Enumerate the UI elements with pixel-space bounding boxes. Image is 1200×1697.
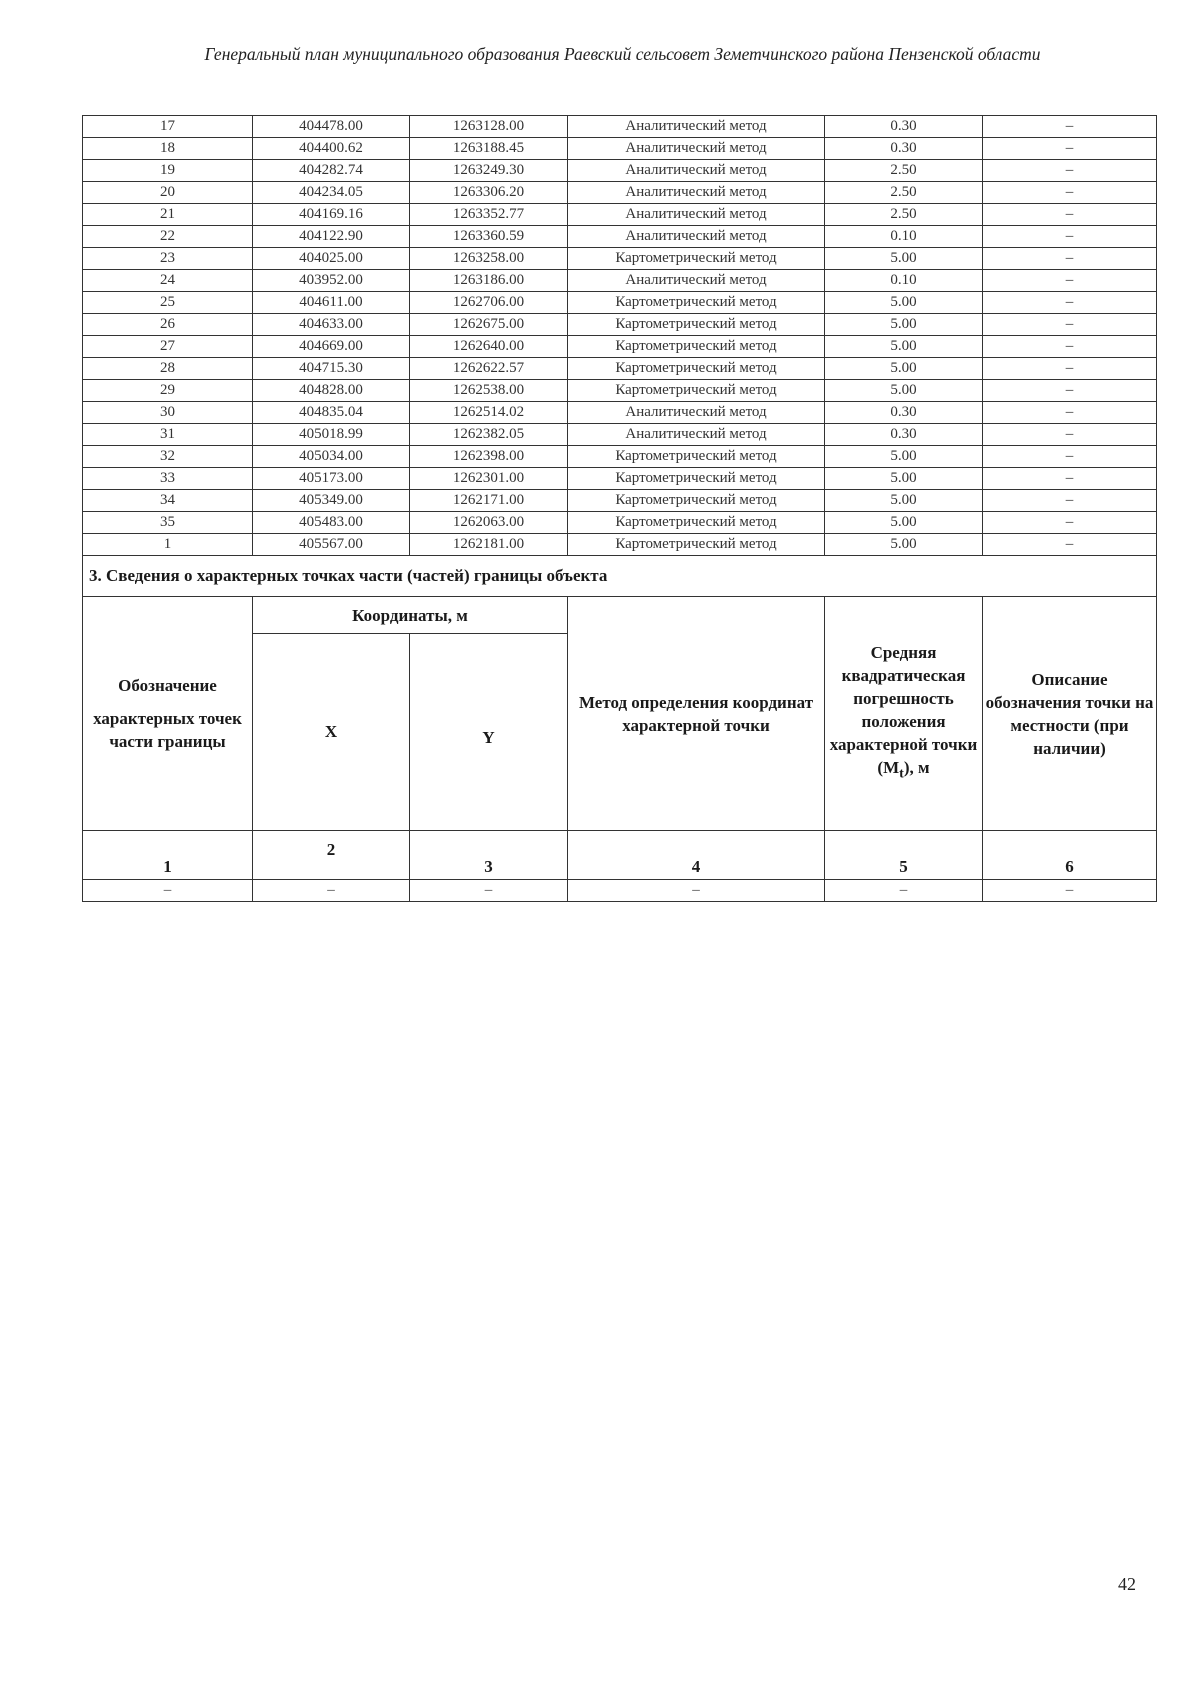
table-row [83,182,1157,204]
column-number-2: 2 [253,831,410,880]
empty-row [83,880,1157,902]
y-coordinate-cell: 1262706.00 [410,292,568,314]
description-cell: – [983,380,1157,402]
description-cell: – [983,512,1157,534]
description-cell: – [983,468,1157,490]
description-cell: – [983,424,1157,446]
error-cell: 5.00 [825,380,983,402]
document-header: Генеральный план муниципального образования Раевский сельсовет Земетчинского района Пензенской области [204,44,1041,64]
point-number-cell: 35 [83,512,253,534]
data-rows [83,116,1157,556]
error-cell: 2.50 [825,182,983,204]
method-cell: Аналитический метод [568,182,825,204]
table-row [83,380,1157,402]
error-cell: 5.00 [825,512,983,534]
y-coordinate-cell: 1262382.05 [410,424,568,446]
x-coordinate-cell: 405034.00 [253,446,410,468]
x-coordinate-cell: 404122.90 [253,226,410,248]
error-header-part1: Средняя квадратическая погрешность положения характерной точки (M [829,643,978,778]
error-cell: 5.00 [825,534,983,556]
description-cell: – [983,402,1157,424]
point-number-cell: 17 [83,116,253,138]
y-coordinate-cell: 1263186.00 [410,270,568,292]
method-cell: Аналитический метод [568,270,825,292]
error-cell: 5.00 [825,292,983,314]
point-number-cell: 23 [83,248,253,270]
x-coordinate-cell: 404282.74 [253,160,410,182]
y-coordinate-cell: 1263188.45 [410,138,568,160]
description-cell: – [983,446,1157,468]
empty-cell: – [983,880,1157,902]
method-cell: Картометрический метод [568,534,825,556]
designation-header-line1: Обозначение [118,676,217,695]
x-coordinate-cell: 404025.00 [253,248,410,270]
method-cell: Картометрический метод [568,336,825,358]
point-number-cell: 18 [83,138,253,160]
error-cell: 5.00 [825,358,983,380]
point-number-cell: 21 [83,204,253,226]
column-number-1: 1 [83,831,253,880]
table-row [83,336,1157,358]
point-number-cell: 34 [83,490,253,512]
y-coordinate-cell: 1262063.00 [410,512,568,534]
method-header: Метод определения координат характерной точки [568,597,825,831]
y-coordinate-cell: 1263128.00 [410,116,568,138]
point-number-cell: 28 [83,358,253,380]
x-coordinate-cell: 404633.00 [253,314,410,336]
y-coordinate-cell: 1262514.02 [410,402,568,424]
section-3-row [83,556,1157,597]
table-row [83,490,1157,512]
method-cell: Аналитический метод [568,226,825,248]
page-number: 42 [1118,1574,1136,1594]
x-coordinate-cell: 405018.99 [253,424,410,446]
error-cell: 5.00 [825,248,983,270]
empty-cell: – [410,880,568,902]
description-cell: – [983,182,1157,204]
designation-header-line2: характерных точек части границы [93,709,242,751]
method-cell: Картометрический метод [568,468,825,490]
table-row [83,226,1157,248]
error-cell: 5.00 [825,336,983,358]
error-header-part2: ), м [903,758,930,778]
point-number-cell: 22 [83,226,253,248]
table-row [83,314,1157,336]
method-cell: Картометрический метод [568,512,825,534]
y-coordinate-cell: 1262675.00 [410,314,568,336]
table-row [83,402,1157,424]
method-cell: Картометрический метод [568,446,825,468]
point-number-cell: 30 [83,402,253,424]
y-coordinate-cell: 1263360.59 [410,226,568,248]
x-coordinate-cell: 405567.00 [253,534,410,556]
x-coordinate-cell: 403952.00 [253,270,410,292]
column-number-5: 5 [825,831,983,880]
x-coordinate-cell: 404478.00 [253,116,410,138]
description-cell: – [983,292,1157,314]
coords-header: Координаты, м [253,597,568,634]
point-number-cell: 26 [83,314,253,336]
x-header: X [253,634,410,831]
x-coordinate-cell: 405173.00 [253,468,410,490]
method-cell: Картометрический метод [568,490,825,512]
method-cell: Картометрический метод [568,292,825,314]
error-cell: 2.50 [825,160,983,182]
x-coordinate-cell: 404669.00 [253,336,410,358]
y-header: Y [410,634,568,831]
description-cell: – [983,314,1157,336]
point-number-cell: 31 [83,424,253,446]
y-coordinate-cell: 1263306.20 [410,182,568,204]
column-numbers-row [83,831,1157,880]
column-number-3: 3 [410,831,568,880]
description-cell: – [983,270,1157,292]
section-3-title: 3. Сведения о характерных точках части (частей) границы объекта [83,556,1157,597]
method-cell: Аналитический метод [568,116,825,138]
table-row [83,160,1157,182]
empty-cell: – [253,880,410,902]
y-coordinate-cell: 1262622.57 [410,358,568,380]
method-cell: Аналитический метод [568,402,825,424]
error-header [825,597,983,831]
description-cell: – [983,490,1157,512]
y-coordinate-cell: 1262538.00 [410,380,568,402]
table-row [83,138,1157,160]
description-cell: – [983,160,1157,182]
empty-cell: – [825,880,983,902]
empty-cell: – [568,880,825,902]
point-number-cell: 19 [83,160,253,182]
x-coordinate-cell: 404611.00 [253,292,410,314]
description-cell: – [983,534,1157,556]
description-cell: – [983,226,1157,248]
point-number-cell: 33 [83,468,253,490]
error-cell: 0.30 [825,402,983,424]
method-cell: Аналитический метод [568,138,825,160]
y-coordinate-cell: 1262171.00 [410,490,568,512]
description-cell: – [983,336,1157,358]
table-row [83,292,1157,314]
description-header: Описание обозначения точки на местности (при наличии) [983,597,1157,831]
x-coordinate-cell: 404234.05 [253,182,410,204]
table-row [83,116,1157,138]
point-number-cell: 24 [83,270,253,292]
error-cell: 2.50 [825,204,983,226]
empty-cell: – [83,880,253,902]
description-cell: – [983,116,1157,138]
y-coordinate-cell: 1262640.00 [410,336,568,358]
error-cell: 0.30 [825,138,983,160]
point-number-cell: 29 [83,380,253,402]
table-row [83,534,1157,556]
method-cell: Аналитический метод [568,160,825,182]
error-cell: 5.00 [825,446,983,468]
header-row [83,597,1157,634]
error-header-sub: t [899,765,904,782]
method-cell: Картометрический метод [568,380,825,402]
table-row [83,424,1157,446]
x-coordinate-cell: 404400.62 [253,138,410,160]
table-row [83,512,1157,534]
description-cell: – [983,248,1157,270]
error-cell: 0.10 [825,226,983,248]
point-number-cell: 20 [83,182,253,204]
method-cell: Картометрический метод [568,248,825,270]
y-coordinate-cell: 1262181.00 [410,534,568,556]
error-cell: 0.30 [825,116,983,138]
description-cell: – [983,138,1157,160]
error-cell: 0.30 [825,424,983,446]
error-cell: 5.00 [825,314,983,336]
y-coordinate-cell: 1263352.77 [410,204,568,226]
x-coordinate-cell: 405483.00 [253,512,410,534]
table-row [83,468,1157,490]
point-number-cell: 25 [83,292,253,314]
column-number-4: 4 [568,831,825,880]
y-coordinate-cell: 1263249.30 [410,160,568,182]
error-cell: 5.00 [825,490,983,512]
method-cell: Аналитический метод [568,424,825,446]
y-coordinate-cell: 1263258.00 [410,248,568,270]
description-cell: – [983,358,1157,380]
y-coordinate-cell: 1262301.00 [410,468,568,490]
table-row [83,270,1157,292]
method-cell: Картометрический метод [568,314,825,336]
point-number-cell: 32 [83,446,253,468]
error-cell: 5.00 [825,468,983,490]
designation-header [83,597,253,831]
error-cell: 0.10 [825,270,983,292]
table-row [83,358,1157,380]
y-coordinate-cell: 1262398.00 [410,446,568,468]
point-number-cell: 27 [83,336,253,358]
x-coordinate-cell: 404715.30 [253,358,410,380]
table-row [83,248,1157,270]
point-number-cell: 1 [83,534,253,556]
method-cell: Аналитический метод [568,204,825,226]
x-coordinate-cell: 405349.00 [253,490,410,512]
column-number-6: 6 [983,831,1157,880]
table-row [83,204,1157,226]
x-coordinate-cell: 404828.00 [253,380,410,402]
method-cell: Картометрический метод [568,358,825,380]
description-cell: – [983,204,1157,226]
x-coordinate-cell: 404169.16 [253,204,410,226]
boundary-points-table [82,115,1157,902]
table-row [83,446,1157,468]
x-coordinate-cell: 404835.04 [253,402,410,424]
